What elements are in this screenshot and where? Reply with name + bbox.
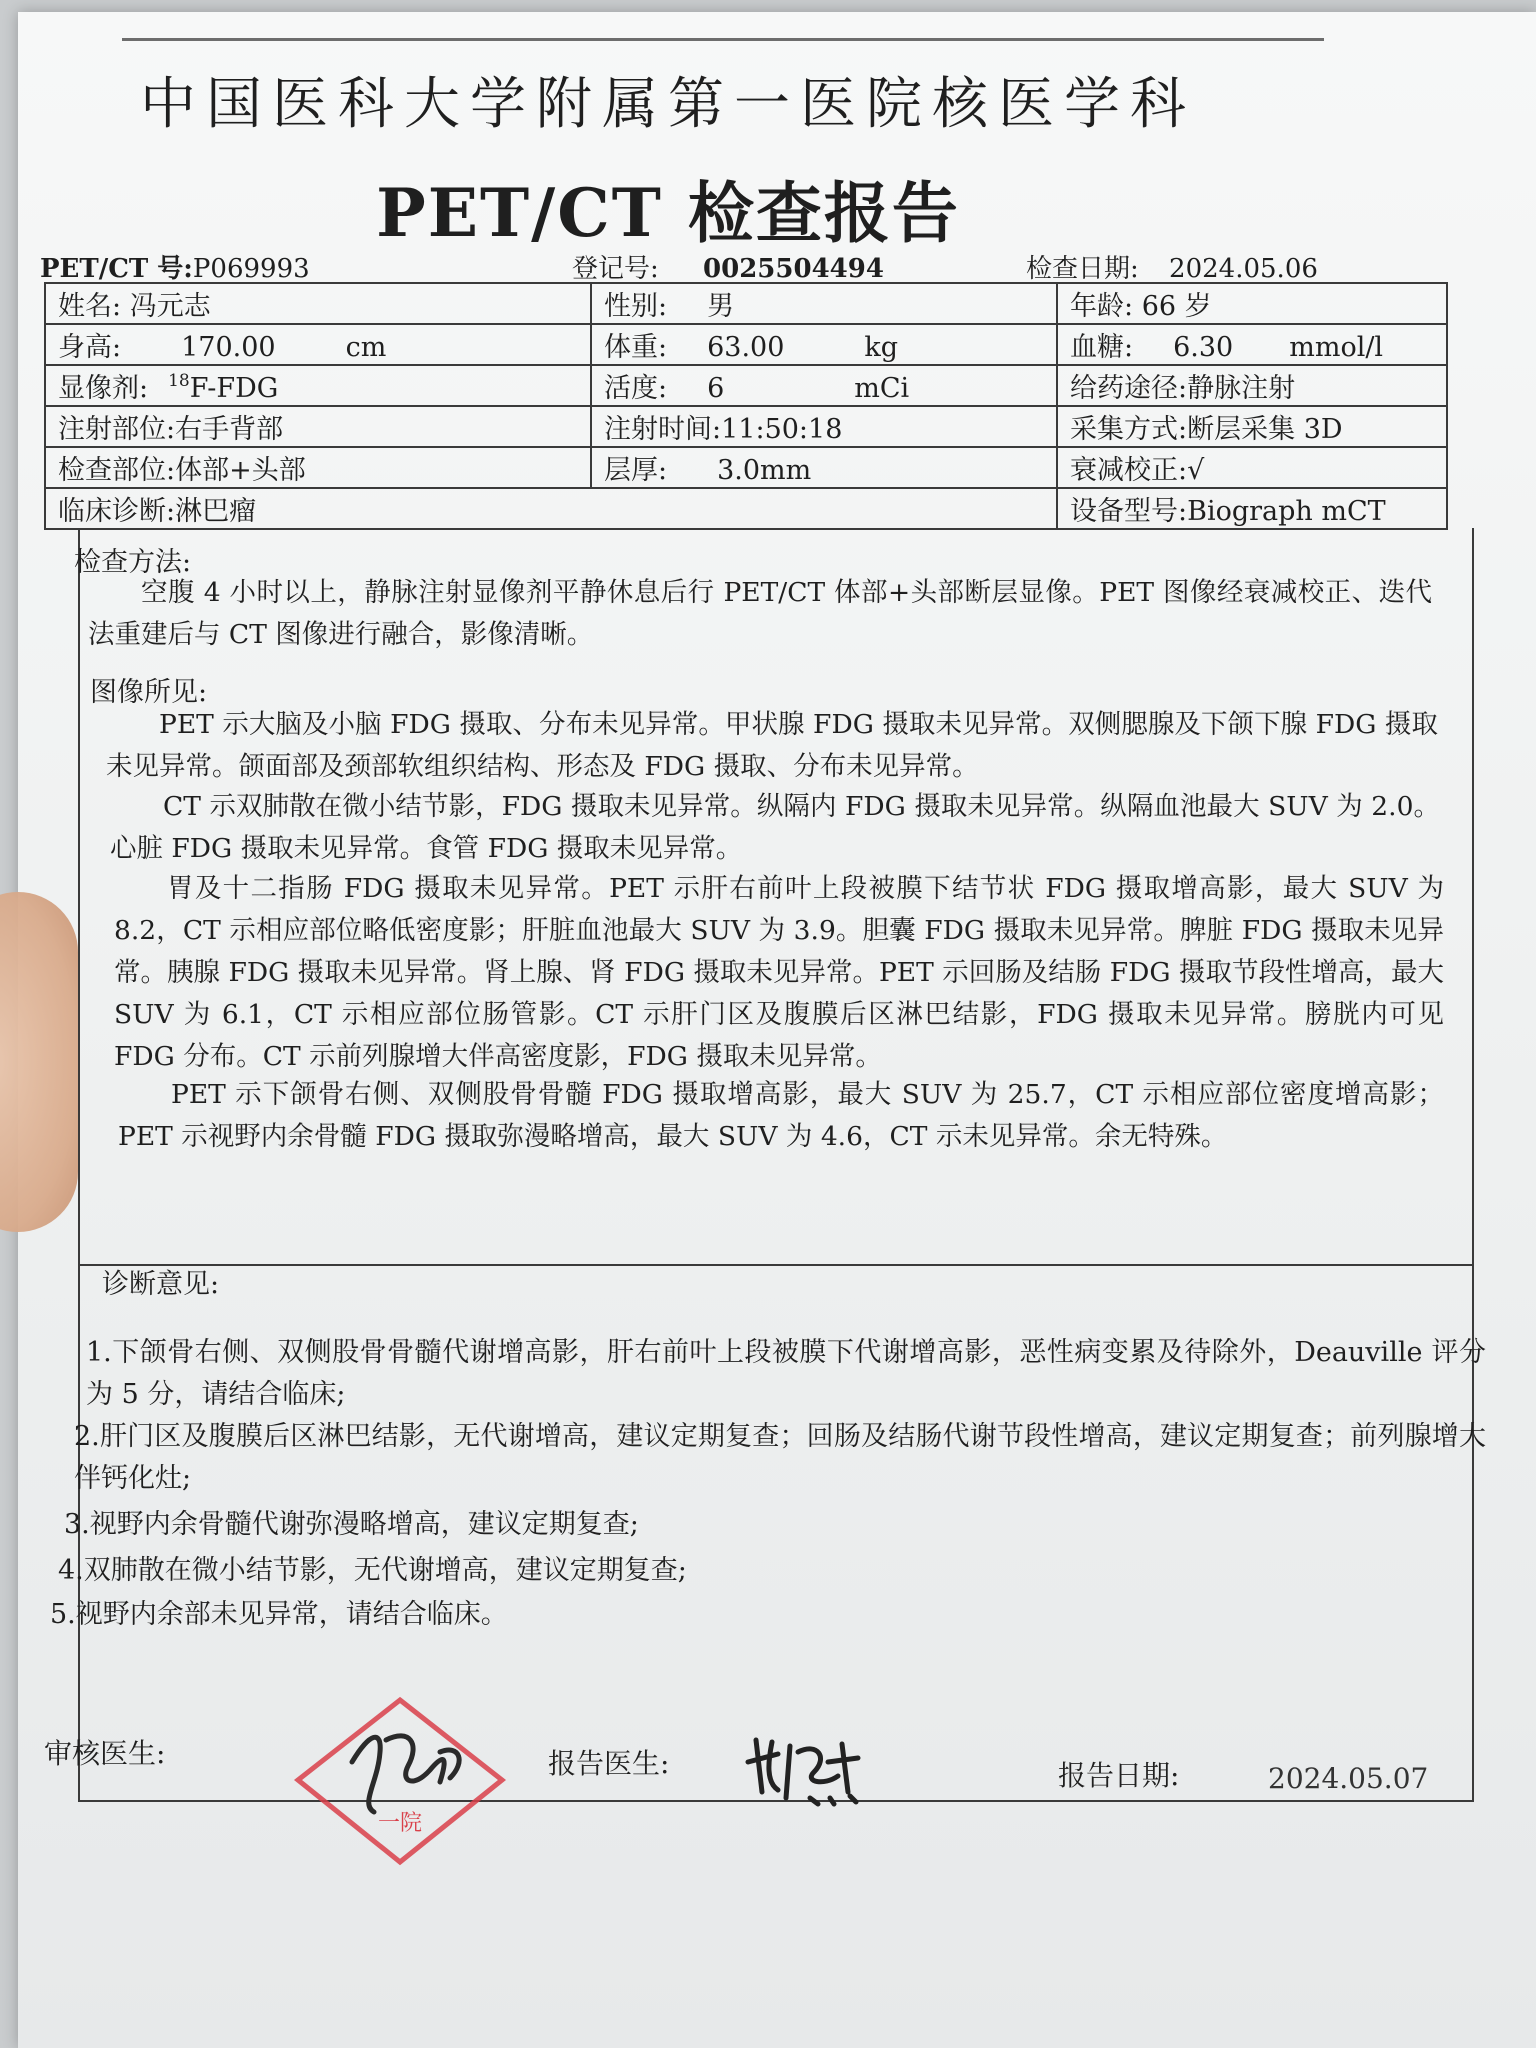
reviewer-signature bbox=[352, 1736, 459, 1812]
method-title: 检查方法: bbox=[74, 547, 192, 578]
sex-cell bbox=[591, 283, 1057, 324]
device-cell bbox=[1057, 488, 1447, 529]
activity-value: 6 bbox=[707, 373, 725, 404]
atten-label: 衰减校正: bbox=[1070, 455, 1188, 486]
inj-time-cell bbox=[591, 406, 1057, 447]
thickness-value: 3.0mm bbox=[717, 455, 812, 486]
reporter-label: 报告医生: bbox=[548, 1747, 670, 1780]
acq-cell bbox=[1057, 406, 1447, 447]
height-unit: cm bbox=[345, 332, 387, 363]
findings-title: 图像所见: bbox=[90, 677, 208, 708]
inj-site-cell bbox=[45, 406, 591, 447]
diagnosis-item-1: 1.下颌骨右侧、双侧股骨骨髓代谢增高影，肝右前叶上段被膜下代谢增高影，恶性病变累及待除外，Deauville 评分为 5 分，请结合临床; bbox=[86, 1337, 1486, 1410]
stamp-text: 一院 bbox=[377, 1811, 423, 1836]
tracer-cell bbox=[45, 365, 591, 406]
glucose-label: 血糖: bbox=[1070, 332, 1134, 363]
device-value: Biograph mCT bbox=[1187, 496, 1386, 527]
dx-label: 临床诊断: bbox=[58, 496, 176, 527]
name-label: 姓名: bbox=[58, 291, 122, 322]
weight-value: 63.00 bbox=[707, 332, 785, 363]
name-cell bbox=[45, 283, 591, 324]
thickness-cell bbox=[591, 447, 1057, 488]
tracer-isotope-number: 18 bbox=[168, 371, 190, 391]
glucose-cell bbox=[1057, 324, 1447, 365]
activity-cell bbox=[591, 365, 1057, 406]
exam-date-label: 检查日期: bbox=[1026, 254, 1139, 284]
method-text: 空腹 4 小时以上，静脉注射显像剂平静休息后行 PET/CT 体部+头部断层显像。PET 图像经衰减校正、迭代法重建后与 CT 图像进行融合，影像清晰。 bbox=[88, 577, 1432, 650]
patient-info-table bbox=[44, 282, 1448, 530]
thickness-label: 层厚: bbox=[604, 455, 668, 486]
pet-no bbox=[40, 248, 310, 285]
route-label: 给药途径: bbox=[1070, 373, 1188, 404]
age-cell bbox=[1057, 283, 1447, 324]
dx-value: 淋巴瘤 bbox=[175, 496, 257, 527]
activity-unit: mCi bbox=[854, 373, 910, 404]
age-value: 66 岁 bbox=[1141, 291, 1212, 322]
diagnosis-divider bbox=[78, 1264, 1472, 1266]
tracer-label: 显像剂: bbox=[58, 373, 149, 404]
height-label: 身高: bbox=[58, 332, 122, 363]
inj-site-label: 注射部位: bbox=[58, 414, 176, 445]
exam-site-cell bbox=[45, 447, 591, 488]
name-value: 冯元志 bbox=[129, 291, 211, 322]
holding-thumb bbox=[0, 892, 78, 1232]
official-stamp bbox=[290, 1692, 510, 1872]
hospital-name: 中国医科大学附属第一医院核医学科 bbox=[140, 72, 1196, 137]
activity-label: 活度: bbox=[604, 373, 668, 404]
report-date-label: 报告日期: bbox=[1058, 1759, 1180, 1792]
weight-unit: kg bbox=[864, 332, 899, 363]
top-rule bbox=[122, 38, 1324, 41]
info-row bbox=[45, 406, 1447, 447]
height-cell bbox=[45, 324, 591, 365]
dx-cell bbox=[45, 488, 1057, 529]
exam-site-value: 体部+头部 bbox=[175, 455, 306, 486]
height-value: 170.00 bbox=[181, 332, 276, 363]
pet-no-label: PET/CT 号: bbox=[40, 254, 193, 284]
exam-date bbox=[1026, 248, 1318, 285]
findings-paragraph-2: CT 示双肺散在微小结节影，FDG 摄取未见异常。纵隔内 FDG 摄取未见异常。纵隔血池最大 SUV 为 2.0。心脏 FDG 摄取未见异常。食管 FDG 摄取未见异常。 bbox=[110, 791, 1440, 864]
findings-paragraph-1: PET 示大脑及小脑 FDG 摄取、分布未见异常。甲状腺 FDG 摄取未见异常。双侧腮腺及下颌下腺 FDG 摄取未见异常。颌面部及颈部软组织结构、形态及 FDG 摄取、分布未见异常。 bbox=[106, 709, 1438, 782]
reporter-signature bbox=[738, 1732, 878, 1812]
acq-value: 断层采集 3D bbox=[1187, 414, 1343, 445]
report-date-value: 2024.05.07 bbox=[1268, 1762, 1429, 1795]
findings-paragraph-3: 胃及十二指肠 FDG 摄取未见异常。PET 示肝右前叶上段被膜下结节状 FDG 摄取增高影，最大 SUV 为 8.2，CT 示相应部位略低密度影；肝脏血池最大 SUV 为 3.9。胆囊 FDG 摄取未见异常。脾脏 FDG 摄取未见异常。胰腺 FDG 摄取未见异常。肾上腺、肾 FDG 摄取未见异常。PET 示回肠及结肠 FDG 摄取节段性增高，最大 SUV 为 6.1，CT 示相应部位肠管影。CT 示肝门区及腹膜后区淋巴结影，FDG 摄取未见异常。膀胱内可见 FDG 分布。CT 示前列腺增大伴高密度影，FDG 摄取未见异常。 bbox=[114, 873, 1444, 1072]
diagnosis-item-3: 3.视野内余骨髓代谢弥漫略增高，建议定期复查; bbox=[64, 1509, 639, 1540]
reg-no bbox=[572, 248, 884, 285]
info-row bbox=[45, 283, 1447, 324]
age-label: 年龄: bbox=[1070, 291, 1134, 322]
route-cell bbox=[1057, 365, 1447, 406]
diagnosis-item-5: 5.视野内余部未见异常，请结合临床。 bbox=[50, 1599, 508, 1630]
glucose-unit: mmol/l bbox=[1289, 332, 1384, 363]
atten-value: √ bbox=[1187, 455, 1205, 486]
route-value: 静脉注射 bbox=[1187, 373, 1296, 404]
findings-paragraph-4: PET 示下颌骨右侧、双侧股骨骨髓 FDG 摄取增高影，最大 SUV 为 25.7，CT 示相应部位密度增高影；PET 示视野内余骨髓 FDG 摄取弥漫略增高，最大 SUV 为 4.6，CT 示未见异常。余无特殊。 bbox=[118, 1079, 1444, 1152]
acq-label: 采集方式: bbox=[1070, 414, 1188, 445]
reg-no-value: 0025504494 bbox=[703, 254, 884, 284]
inj-time-value: 11:50:18 bbox=[721, 414, 843, 445]
report-title: PET/CT 检查报告 bbox=[376, 174, 960, 252]
atten-cell bbox=[1057, 447, 1447, 488]
reg-no-label: 登记号: bbox=[572, 254, 659, 284]
info-row bbox=[45, 365, 1447, 406]
tracer-value: F-FDG bbox=[189, 373, 279, 404]
report-sheet bbox=[18, 12, 1536, 2048]
glucose-value: 6.30 bbox=[1173, 332, 1234, 363]
device-label: 设备型号: bbox=[1070, 496, 1188, 527]
info-row bbox=[45, 447, 1447, 488]
sex-value: 男 bbox=[707, 291, 735, 322]
diagnosis-title: 诊断意见: bbox=[102, 1269, 220, 1300]
reviewer-label: 审核医生: bbox=[44, 1737, 166, 1770]
diagnosis-item-2: 2.肝门区及腹膜后区淋巴结影，无代谢增高，建议定期复查；回肠及结肠代谢节段性增高，建议定期复查；前列腺增大伴钙化灶; bbox=[74, 1421, 1486, 1494]
inj-site-value: 右手背部 bbox=[175, 414, 284, 445]
exam-site-label: 检查部位: bbox=[58, 455, 176, 486]
sex-label: 性别: bbox=[604, 291, 668, 322]
exam-date-value: 2024.05.06 bbox=[1169, 254, 1318, 284]
weight-cell bbox=[591, 324, 1057, 365]
weight-label: 体重: bbox=[604, 332, 668, 363]
info-row bbox=[45, 324, 1447, 365]
diagnosis-item-4: 4.双肺散在微小结节影，无代谢增高，建议定期复查; bbox=[58, 1555, 687, 1586]
inj-time-label: 注射时间: bbox=[604, 414, 722, 445]
pet-no-value: P069993 bbox=[192, 254, 310, 284]
info-row bbox=[45, 488, 1447, 529]
